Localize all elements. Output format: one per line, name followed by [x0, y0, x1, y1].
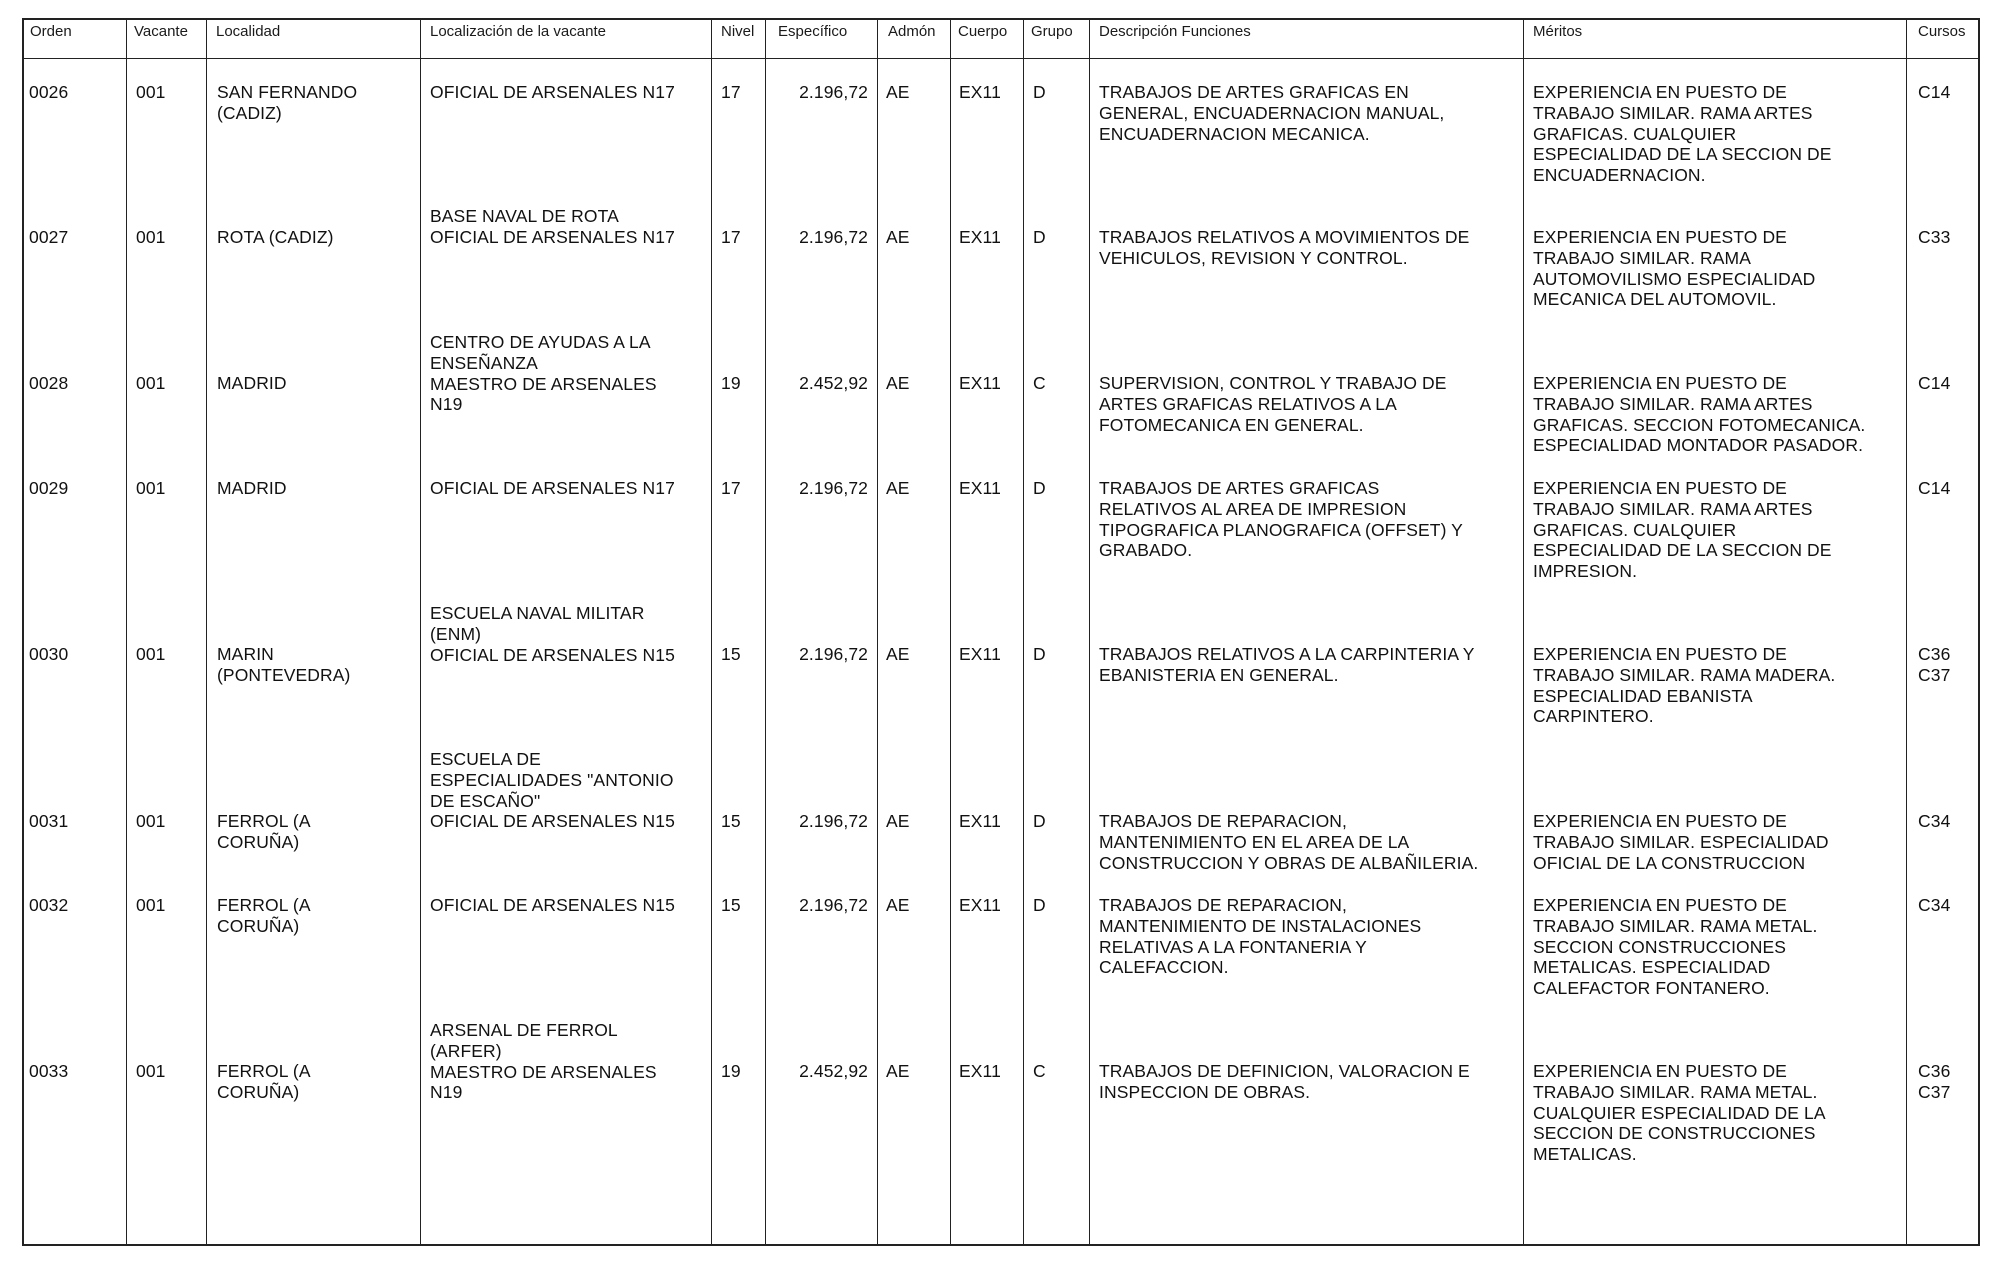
column-divider	[420, 20, 421, 1244]
column-divider	[1023, 20, 1024, 1244]
cell-nivel: 17	[721, 478, 741, 498]
cell-orden: 0030	[29, 644, 69, 664]
header-descripcion: Descripción Funciones	[1099, 23, 1251, 40]
cell-cursos: C14	[1918, 478, 1951, 498]
cell-vacante: 001	[136, 1061, 166, 1081]
cell-grupo: D	[1033, 644, 1046, 664]
cell-cursos: C14	[1918, 373, 1951, 393]
cell-nivel: 19	[721, 1061, 741, 1081]
cell-grupo: D	[1033, 227, 1046, 247]
cell-grupo: C	[1033, 373, 1046, 393]
cell-nivel: 15	[721, 895, 741, 915]
cell-cursos: C36 C37	[1918, 1061, 1951, 1102]
cell-meritos: EXPERIENCIA EN PUESTO DE TRABAJO SIMILAR. RAMA MADERA. ESPECIALIDAD EBANISTA CARPINTERO.	[1533, 644, 1836, 727]
cell-admon: AE	[886, 227, 910, 247]
cell-admon: AE	[886, 478, 910, 498]
cell-especifico: 2.452,92	[799, 373, 868, 393]
cell-meritos: EXPERIENCIA EN PUESTO DE TRABAJO SIMILAR. RAMA ARTES GRAFICAS. CUALQUIER ESPECIALIDAD DE LA SECCION DE ENCUADERNACION.	[1533, 82, 1832, 186]
cell-vacante: 001	[136, 373, 166, 393]
cell-orden: 0031	[29, 811, 69, 831]
cell-descripcion: TRABAJOS DE ARTES GRAFICAS EN GENERAL, ENCUADERNACION MANUAL, ENCUADERNACION MECANICA.	[1099, 82, 1445, 144]
column-divider	[1523, 20, 1524, 1244]
cell-descripcion: TRABAJOS DE DEFINICION, VALORACION E INSPECCION DE OBRAS.	[1099, 1061, 1470, 1102]
cell-nivel: 17	[721, 227, 741, 247]
cell-orden: 0032	[29, 895, 69, 915]
cell-localizacion: ESCUELA NAVAL MILITAR (ENM) OFICIAL DE ARSENALES N15	[430, 603, 675, 665]
cell-vacante: 001	[136, 227, 166, 247]
header-cursos: Cursos	[1918, 23, 1966, 40]
vacancy-table	[22, 18, 1980, 1246]
cell-cuerpo: EX11	[959, 895, 1001, 915]
cell-cuerpo: EX11	[959, 82, 1001, 102]
cell-nivel: 19	[721, 373, 741, 393]
cell-descripcion: TRABAJOS DE REPARACION, MANTENIMIENTO EN EL AREA DE LA CONSTRUCCION Y OBRAS DE ALBAÑILERIA.	[1099, 811, 1479, 873]
cell-grupo: D	[1033, 82, 1046, 102]
cell-localidad: FERROL (A CORUÑA)	[217, 1061, 311, 1102]
cell-orden: 0027	[29, 227, 69, 247]
cell-especifico: 2.196,72	[799, 895, 868, 915]
cell-localidad: FERROL (A CORUÑA)	[217, 895, 311, 936]
header-especifico: Específico	[778, 23, 848, 40]
cell-vacante: 001	[136, 811, 166, 831]
cell-descripcion: TRABAJOS RELATIVOS A MOVIMIENTOS DE VEHICULOS, REVISION Y CONTROL.	[1099, 227, 1470, 268]
cell-meritos: EXPERIENCIA EN PUESTO DE TRABAJO SIMILAR. RAMA ARTES GRAFICAS. SECCION FOTOMECANICA. ESPECIALIDAD MONTADOR PASADOR.	[1533, 373, 1866, 456]
cell-localidad: SAN FERNANDO (CADIZ)	[217, 82, 358, 123]
cell-cursos: C33	[1918, 227, 1951, 247]
cell-grupo: C	[1033, 1061, 1046, 1081]
cell-meritos: EXPERIENCIA EN PUESTO DE TRABAJO SIMILAR. ESPECIALIDAD OFICIAL DE LA CONSTRUCCION	[1533, 811, 1829, 873]
cell-localizacion: OFICIAL DE ARSENALES N17	[430, 82, 675, 102]
cell-descripcion: TRABAJOS DE REPARACION, MANTENIMIENTO DE INSTALACIONES RELATIVAS A LA FONTANERIA Y CALEFACCION.	[1099, 895, 1422, 978]
cell-especifico: 2.452,92	[799, 1061, 868, 1081]
cell-vacante: 001	[136, 478, 166, 498]
cell-admon: AE	[886, 895, 910, 915]
cell-localidad: FERROL (A CORUÑA)	[217, 811, 311, 852]
header-admon: Admón	[888, 23, 936, 40]
cell-admon: AE	[886, 1061, 910, 1081]
cell-orden: 0028	[29, 373, 69, 393]
cell-localizacion: OFICIAL DE ARSENALES N17	[430, 478, 675, 498]
cell-especifico: 2.196,72	[799, 811, 868, 831]
cell-cuerpo: EX11	[959, 1061, 1001, 1081]
cell-localidad: MADRID	[217, 373, 287, 393]
header-orden: Orden	[30, 23, 72, 40]
cell-localizacion: BASE NAVAL DE ROTA OFICIAL DE ARSENALES N17	[430, 206, 675, 247]
cell-grupo: D	[1033, 895, 1046, 915]
cell-especifico: 2.196,72	[799, 478, 868, 498]
cell-vacante: 001	[136, 644, 166, 664]
cell-cursos: C34	[1918, 811, 1951, 831]
cell-especifico: 2.196,72	[799, 644, 868, 664]
column-divider	[877, 20, 878, 1244]
cell-especifico: 2.196,72	[799, 227, 868, 247]
cell-cuerpo: EX11	[959, 373, 1001, 393]
header-localizacion: Localización de la vacante	[430, 23, 606, 40]
cell-nivel: 15	[721, 811, 741, 831]
header-divider	[24, 58, 1978, 59]
column-divider	[711, 20, 712, 1244]
cell-vacante: 001	[136, 895, 166, 915]
cell-localizacion: OFICIAL DE ARSENALES N15	[430, 895, 675, 915]
cell-cursos: C36 C37	[1918, 644, 1951, 685]
cell-localizacion: ARSENAL DE FERROL (ARFER) MAESTRO DE ARSENALES N19	[430, 1020, 657, 1103]
cell-meritos: EXPERIENCIA EN PUESTO DE TRABAJO SIMILAR. RAMA AUTOMOVILISMO ESPECIALIDAD MECANICA DEL AUTOMOVIL.	[1533, 227, 1816, 310]
cell-localidad: ROTA (CADIZ)	[217, 227, 334, 247]
cell-grupo: D	[1033, 478, 1046, 498]
cell-descripcion: SUPERVISION, CONTROL Y TRABAJO DE ARTES GRAFICAS RELATIVOS A LA FOTOMECANICA EN GENERAL.	[1099, 373, 1447, 435]
header-nivel: Nivel	[721, 23, 755, 40]
cell-localizacion: CENTRO DE AYUDAS A LA ENSEÑANZA MAESTRO DE ARSENALES N19	[430, 332, 657, 415]
cell-cuerpo: EX11	[959, 644, 1001, 664]
cell-cursos: C14	[1918, 82, 1951, 102]
cell-cursos: C34	[1918, 895, 1951, 915]
column-divider	[126, 20, 127, 1244]
cell-localidad: MARIN (PONTEVEDRA)	[217, 644, 351, 685]
cell-orden: 0033	[29, 1061, 69, 1081]
column-divider	[1906, 20, 1907, 1244]
header-meritos: Méritos	[1533, 23, 1583, 40]
cell-admon: AE	[886, 82, 910, 102]
column-divider	[206, 20, 207, 1244]
header-vacante: Vacante	[134, 23, 188, 40]
cell-meritos: EXPERIENCIA EN PUESTO DE TRABAJO SIMILAR. RAMA METAL. CUALQUIER ESPECIALIDAD DE LA SECCION DE CONSTRUCCIONES METALICAS.	[1533, 1061, 1826, 1165]
cell-nivel: 15	[721, 644, 741, 664]
cell-vacante: 001	[136, 82, 166, 102]
cell-localidad: MADRID	[217, 478, 287, 498]
cell-admon: AE	[886, 644, 910, 664]
cell-especifico: 2.196,72	[799, 82, 868, 102]
column-divider	[765, 20, 766, 1244]
cell-meritos: EXPERIENCIA EN PUESTO DE TRABAJO SIMILAR. RAMA METAL. SECCION CONSTRUCCIONES METALICAS. ESPECIALIDAD CALEFACTOR FONTANERO.	[1533, 895, 1818, 999]
cell-admon: AE	[886, 373, 910, 393]
header-grupo: Grupo	[1031, 23, 1073, 40]
cell-grupo: D	[1033, 811, 1046, 831]
header-cuerpo: Cuerpo	[958, 23, 1008, 40]
cell-descripcion: TRABAJOS DE ARTES GRAFICAS RELATIVOS AL AREA DE IMPRESION TIPOGRAFICA PLANOGRAFICA (OFFSET) Y GRABADO.	[1099, 478, 1463, 561]
column-divider	[1089, 20, 1090, 1244]
cell-nivel: 17	[721, 82, 741, 102]
cell-orden: 0029	[29, 478, 69, 498]
cell-orden: 0026	[29, 82, 69, 102]
header-localidad: Localidad	[216, 23, 281, 40]
cell-meritos: EXPERIENCIA EN PUESTO DE TRABAJO SIMILAR. RAMA ARTES GRAFICAS. CUALQUIER ESPECIALIDAD DE LA SECCION DE IMPRESION.	[1533, 478, 1832, 582]
cell-admon: AE	[886, 811, 910, 831]
cell-descripcion: TRABAJOS RELATIVOS A LA CARPINTERIA Y EBANISTERIA EN GENERAL.	[1099, 644, 1475, 685]
cell-cuerpo: EX11	[959, 811, 1001, 831]
column-divider	[950, 20, 951, 1244]
cell-cuerpo: EX11	[959, 227, 1001, 247]
cell-cuerpo: EX11	[959, 478, 1001, 498]
cell-localizacion: ESCUELA DE ESPECIALIDADES "ANTONIO DE ESCAÑO" OFICIAL DE ARSENALES N15	[430, 749, 675, 832]
